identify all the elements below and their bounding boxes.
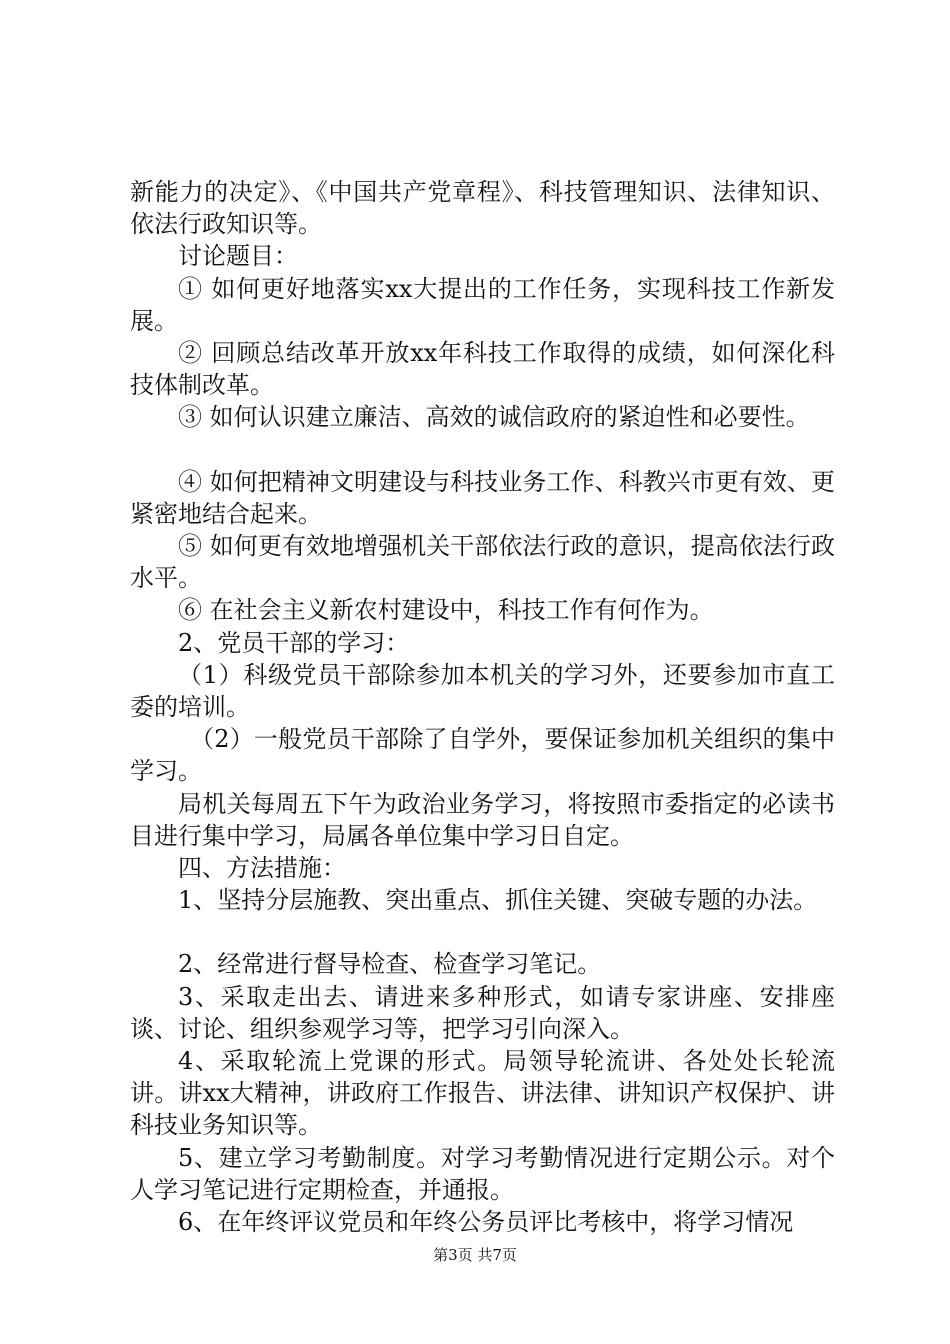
paragraph-18: 5、建立学习考勤制度。对学习考勤情况进行定期公示。对个人学习笔记进行定期检查，并通报。 [130, 1143, 835, 1204]
paragraph-11: （2）一般党员干部除了自学外，要保证参加机关组织的集中学习。 [130, 725, 835, 786]
paragraph-15: 2、经常进行督导检查、检查学习笔记。 [178, 950, 602, 979]
paragraph-6: ④ 如何把精神文明建设与科技业务工作、科教兴市更有效、更紧密地结合起来。 [130, 467, 835, 528]
paragraph-17: 4、采取轮流上党课的形式。局领导轮流讲、各处处长轮流讲。讲xx大精神，讲政府工作报告、讲法律、讲知识产权保护、讲科技业务知识等。 [130, 1047, 835, 1140]
paragraph-16: 3、采取走出去、请进来多种形式，如请专家讲座、安排座谈、讨论、组织参观学习等，把学习引向深入。 [130, 982, 835, 1043]
paragraph-3: ① 如何更好地落实xx大提出的工作任务，实现科技工作新发展。 [130, 274, 835, 335]
paragraph-5: ③ 如何认识建立廉洁、高效的诚信政府的紧迫性和必要性。 [178, 403, 810, 432]
paragraph-1: 新能力的决定》、《中国共产党章程》、科技管理知识、法律知识、依法行政知识等。 [130, 178, 835, 239]
page-footer: 第3页 共7页 [433, 1246, 517, 1264]
paragraph-19: 6、在年终评议党员和年终公务员评比考核中，将学习情况 [178, 1208, 794, 1237]
paragraph-10: （1）科级党员干部除参加本机关的学习外，还要参加市直工委的培训。 [130, 660, 835, 722]
document-body [130, 176, 835, 1238]
paragraph-2: 讨论题目： [178, 242, 298, 271]
paragraph-14: 1、坚持分层施教、突出重点、抓住关键、突破专题的办法。 [178, 886, 818, 915]
paragraph-12: 局机关每周五下午为政治业务学习，将按照市委指定的必读书目进行集中学习，局属各单位集中学习日自定。 [130, 789, 835, 850]
paragraph-4: ② 回顾总结改革开放xx年科技工作取得的成绩，如何深化科技体制改革。 [130, 339, 835, 400]
paragraph-9: 2、党员干部的学习： [178, 628, 410, 657]
paragraph-7: ⑤ 如何更有效地增强机关干部依法行政的意识，提高依法行政水平。 [130, 532, 835, 593]
paragraph-8: ⑥ 在社会主义新农村建设中，科技工作有何作为。 [178, 596, 714, 625]
paragraph-13: 四、方法措施： [178, 854, 346, 883]
